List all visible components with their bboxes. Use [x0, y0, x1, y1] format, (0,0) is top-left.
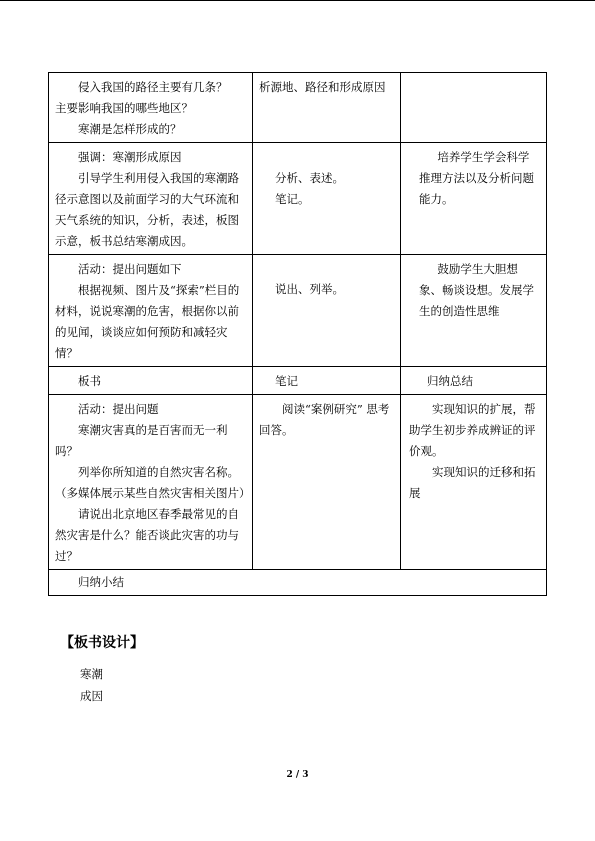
cell-paragraph: 笔记 [275, 374, 298, 388]
student-activity-cell [253, 73, 401, 143]
board-design-line: 成因 [80, 689, 103, 703]
cell-paragraph: 寒潮是怎样形成的？ [78, 122, 182, 136]
student-activity-cell [253, 143, 401, 255]
student-activity-cell [253, 367, 401, 395]
cell-paragraph: 培养学生学会科学推理方法以及分析问题能力。 [419, 150, 534, 206]
cell-paragraph: 归纳小结 [78, 575, 124, 589]
design-intent-cell [401, 73, 547, 143]
table-row [49, 255, 547, 367]
student-activity-cell [253, 395, 401, 570]
cell-paragraph: 寒潮灾害真的是百害而无一利吗？ [55, 423, 228, 458]
teacher-activity-cell [49, 255, 253, 367]
table-row [49, 395, 547, 570]
cell-paragraph: 实现知识的迁移和拓展 [409, 465, 536, 500]
student-activity-cell [253, 255, 401, 367]
teacher-activity-cell [49, 143, 253, 255]
cell-paragraph: 列举你所知道的自然灾害名称。（多媒体展示某些自然灾害相关图片） [55, 465, 251, 500]
cell-paragraph: 析源地、路径和形成原因 [259, 80, 386, 94]
page-number: 2 / 3 [286, 770, 309, 780]
cell-paragraph: 阅读“案例研究” 思考回答。 [259, 402, 390, 437]
board-design-heading: 【板书设计】 [60, 635, 144, 651]
cell-paragraph: 活动：提出问题 [78, 402, 159, 416]
table-row [49, 570, 547, 596]
cell-paragraph: 鼓励学生大胆想象、畅谈设想。发展学生的创造性思维 [419, 262, 534, 318]
cell-paragraph: 强调：寒潮形成原因 [78, 150, 182, 164]
cell-paragraph: 侵入我国的路径主要有几条？ [78, 80, 228, 94]
cell-paragraph: 引导学生利用侵入我国的寒潮路径示意图以及前面学习的大气环流和天气系统的知识，分析，表述，板图示意，板书总结寒潮成因。 [55, 171, 239, 248]
cell-paragraph: 板书 [78, 374, 101, 388]
cell-paragraph: 说出、列举。 [275, 282, 344, 296]
cell-paragraph: 请说出北京地区春季最常见的自然灾害是什么？能否谈此灾害的功与过？ [55, 507, 239, 563]
board-design-line: 寒潮 [80, 667, 103, 681]
cell-paragraph: 活动：提出问题如下 [78, 262, 182, 276]
summary-cell [49, 570, 547, 596]
table-row [49, 143, 547, 255]
teacher-activity-cell [49, 367, 253, 395]
cell-paragraph: 笔记。 [275, 192, 310, 206]
cell-paragraph: 主要影响我国的哪些地区？ [55, 101, 193, 115]
table-row [49, 73, 547, 143]
cell-paragraph: 分析、表述。 [275, 171, 344, 185]
teacher-activity-cell [49, 395, 253, 570]
design-intent-cell [401, 255, 547, 367]
cell-paragraph: 实现知识的扩展，帮助学生初步养成辨证的评价观。 [409, 402, 536, 458]
table-row [49, 367, 547, 395]
design-intent-cell [401, 395, 547, 570]
cell-paragraph: 根据视频、图片及“探索”栏目的材料，说说寒潮的危害，根据你以前的见闻，谈谈应如何预防和减轻灾情？ [55, 283, 240, 360]
design-intent-cell [401, 143, 547, 255]
design-intent-cell [401, 367, 547, 395]
lesson-plan-table [48, 72, 547, 596]
teacher-activity-cell [49, 73, 253, 143]
cell-paragraph: 归纳总结 [427, 374, 473, 388]
page-top-rule [0, 0, 595, 1]
